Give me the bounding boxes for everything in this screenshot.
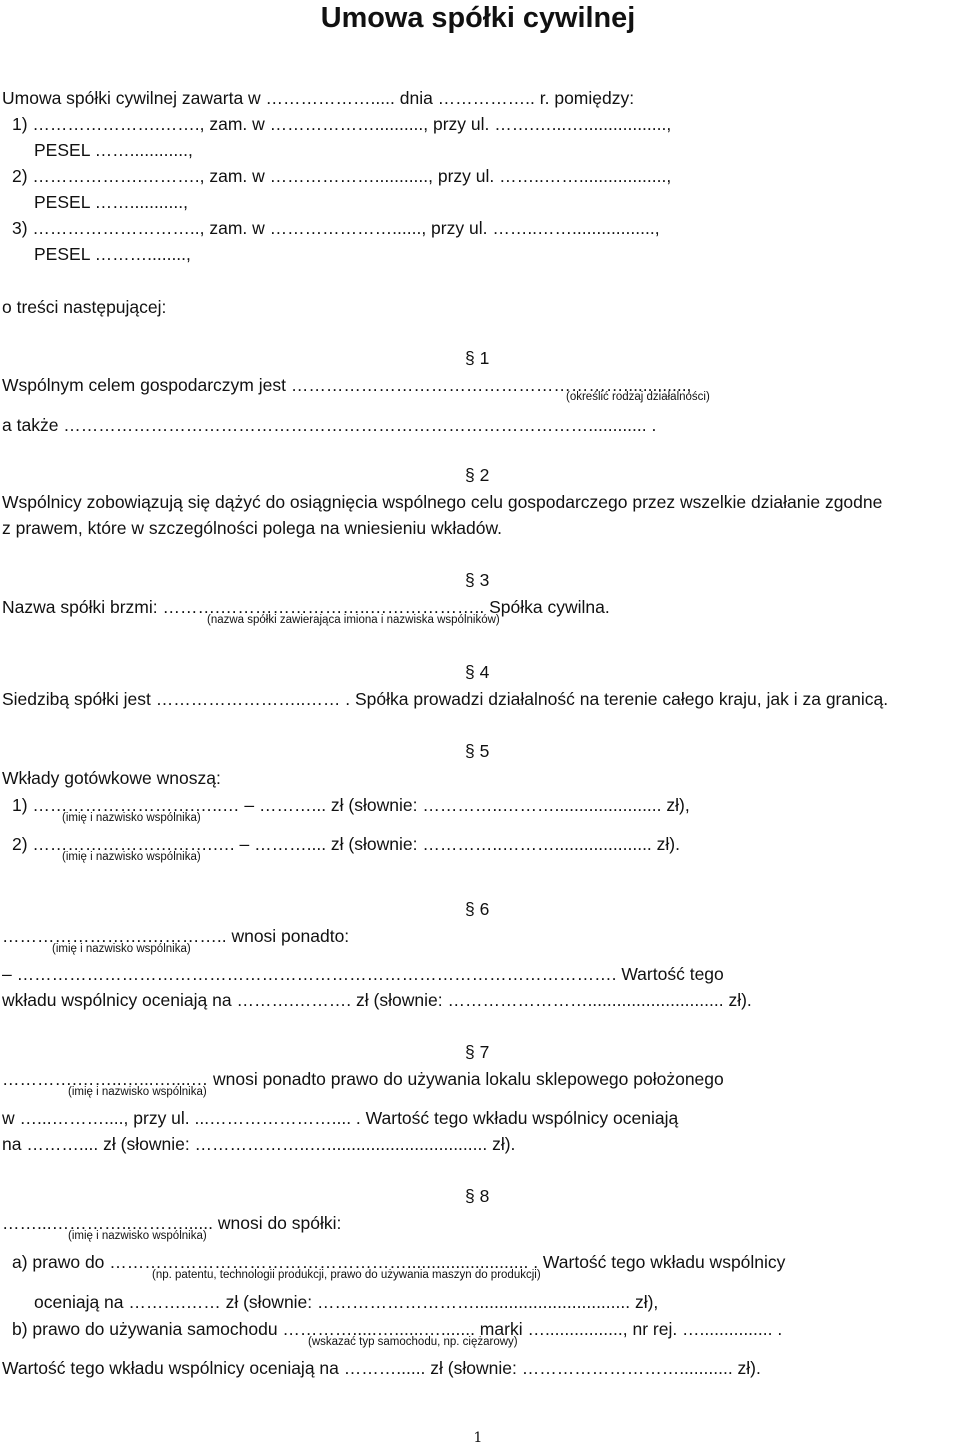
section-5-item-1: 1) ……………………….…..… – ………... zł (słownie: …………..………...................... zł), [12,795,690,815]
intro-outro: o treści następującej: [2,297,167,317]
section-3-line: Nazwa spółki brzmi: ……….……………………..……………….. Spółka cywilna. [2,597,610,617]
section-8-note-2: (np. patentu, technologii produkcji, prawo do używania maszyn do produkcji) [152,1269,541,1281]
party-3-line: 3) ……………………….., zam. w …………………......, przy ul. ……..……................., [12,218,660,238]
section-6-heading: § 6 [465,899,490,919]
section-1-line-2: a także ………………………………………………………………………………............ . [2,415,657,435]
document-title: Umowa spółki cywilnej [320,2,636,34]
section-8-line-5: Wartość tego wkładu wspólnicy oceniają na ………...... zł (słownie: ………………………........... zł). [2,1358,761,1378]
party-1-line: 1) ………………….……., zam. w ……………….........., przy ul. …….…...…................., [12,114,672,134]
section-5-item-1-note: (imię i nazwisko wspólnika) [62,812,201,824]
party-1-pesel: PESEL ……............, [34,140,193,160]
section-6-line-2: – …………………………………………………………………………………………. Wartość tego [2,964,724,984]
section-8-heading: § 8 [465,1186,490,1206]
section-6-note: (imię i nazwisko wspólnika) [52,943,191,955]
section-8-line-2: a) prawo do ……………………………………………......................... . Wartość tego wkładu wspólnicy [12,1252,786,1272]
party-3-pesel: PESEL ………........, [34,244,191,264]
section-6-line-1: …………………….………….. wnosi ponadto: [2,926,350,946]
section-7-line-2: w …...………...., przy ul. ...………………….... . Wartość tego wkładu wspólnicy oceniają [2,1108,679,1128]
section-7-note: (imię i nazwisko wspólnika) [68,1086,207,1098]
section-8-line-1: ……...…………..………...... wnosi do spółki: [2,1213,342,1233]
section-8-line-3: oceniają na ……….…… zł (słownie: ………………………................................ zł), [34,1292,659,1312]
section-1-line-1: Wspólnym celem gospodarczym jest …………………………………………………............., [2,375,692,395]
intro-line: Umowa spółki cywilnej zawarta w ………………..... dnia …………….. r. pomiędzy: [2,88,635,108]
section-7-line-3: na ……….... zł (słownie: ………………..…................................. zł). [2,1134,516,1154]
party-2-pesel: PESEL ……..........., [34,192,188,212]
section-5-heading: § 5 [465,741,490,761]
section-8-note-1: (imię i nazwisko wspólnika) [68,1230,207,1242]
section-4-line: Siedzibą spółki jest ……………………..…… . Spółka prowadzi działalność na terenie całego kraju, jak i za granicą. [2,689,889,709]
section-2-line-1: Wspólnicy zobowiązują się dążyć do osiągnięcia wspólnego celu gospodarczego przez wszelkie działanie zgodne [2,492,883,512]
party-2-line: 2) ……………….………., zam. w ………………..........., przy ul. ……..…….................., [12,166,672,186]
section-8-line-4: b) prawo do używania samochodu ………….....…......…....... marki …................, nr rej. …............... . [12,1319,783,1339]
section-4-heading: § 4 [465,662,490,682]
section-3-note: (nazwa spółki zawierająca imiona i nazwiska wspólników) [207,614,500,626]
section-5-item-2-note: (imię i nazwisko wspólnika) [62,851,201,863]
section-5-line: Wkłady gotówkowe wnoszą: [2,768,221,788]
section-7-line-1: ………….……..…...…....… wnosi ponadto prawo do używania lokalu sklepowego położonego [2,1069,724,1089]
page-number: 1 [473,1430,483,1446]
section-8-note-4: (wskazać typ samochodu, np. ciężarowy) [308,1336,518,1348]
section-1-note: (określić rodzaj działalności) [566,391,710,403]
section-3-heading: § 3 [465,570,490,590]
section-5-item-2: 2) ………………………….…. – ……….... zł (słownie: …………..……….................... zł). [12,834,680,854]
section-7-heading: § 7 [465,1042,490,1062]
section-2-heading: § 2 [465,465,490,485]
section-1-heading: § 1 [465,348,490,368]
section-6-line-3: wkładu wspólnicy oceniają na ……….………. zł (słownie: ……………………............................ zł). [2,990,752,1010]
section-2-line-2: z prawem, które w szczególności polega na wniesieniu wkładów. [2,518,502,538]
